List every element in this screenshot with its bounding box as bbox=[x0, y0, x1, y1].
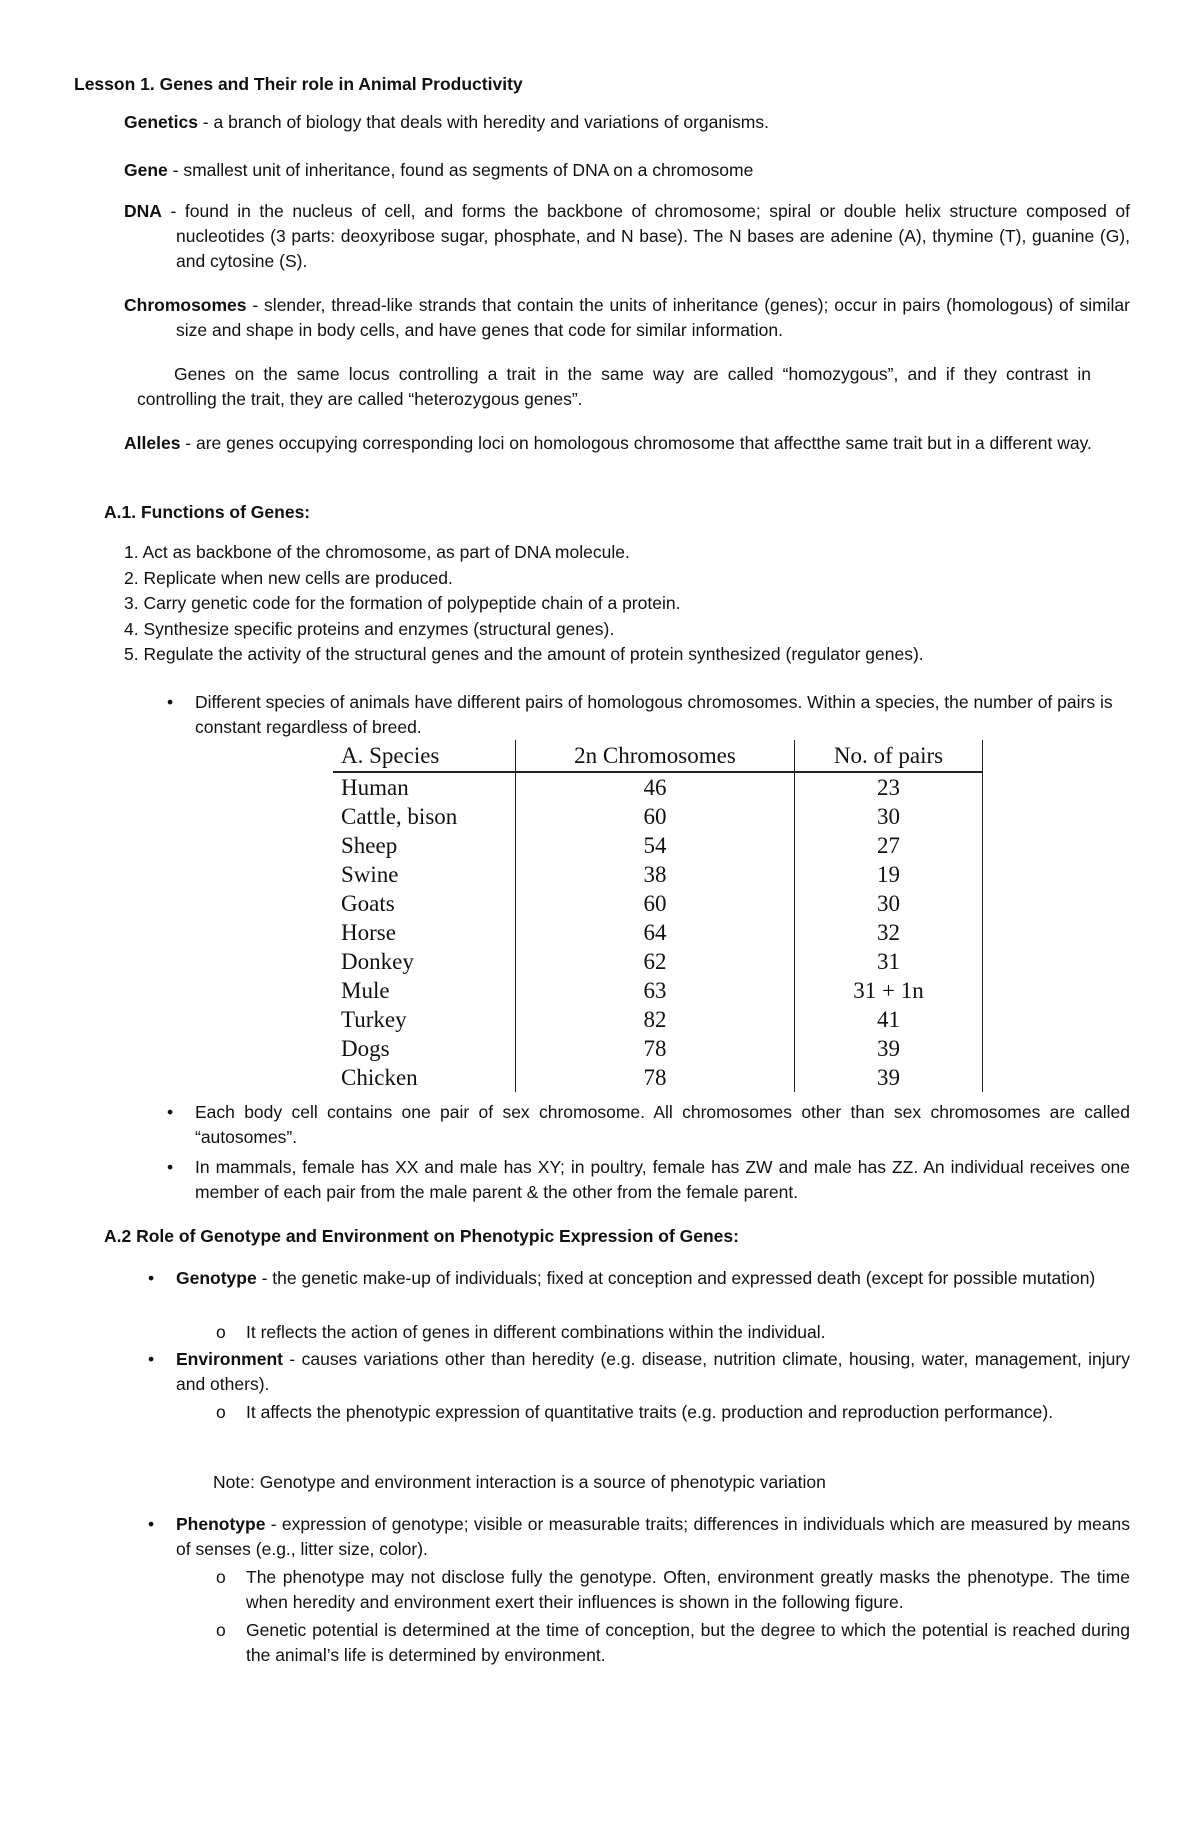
interaction-note: Note: Genotype and environment interaction is a source of phenotypic variation bbox=[213, 1472, 826, 1492]
table-row bbox=[333, 976, 983, 1005]
table-cell: 27 bbox=[795, 831, 983, 860]
sub-bullet-genotype bbox=[216, 1320, 1130, 1345]
sub-bullet-text: It reflects the action of genes in different combinations within the individual. bbox=[246, 1322, 826, 1342]
bullet-text: In mammals, female has XX and male has XY; in poultry, female has ZW and male has ZZ. An individual receives one member of each pair from the male parent & the other from the female parent. bbox=[195, 1157, 1130, 1202]
term-phenotype: Phenotype bbox=[176, 1514, 266, 1534]
sub-bullet-text: It affects the phenotypic expression of quantitative traits (e.g. production and reproduction performance). bbox=[246, 1402, 1054, 1422]
definition-alleles bbox=[124, 431, 1130, 456]
bullet-text: Each body cell contains one pair of sex chromosome. All chromosomes other than sex chromosomes are called “autosomes”. bbox=[195, 1102, 1130, 1147]
term-environment: Environment bbox=[176, 1349, 283, 1369]
table-cell: Turkey bbox=[333, 1005, 516, 1034]
table-cell: 46 bbox=[516, 772, 795, 802]
table-cell: Cattle, bison bbox=[333, 802, 516, 831]
table-cell: Sheep bbox=[333, 831, 516, 860]
definition-genetics bbox=[124, 110, 1130, 135]
table-cell: 32 bbox=[795, 918, 983, 947]
table-cell: 39 bbox=[795, 1034, 983, 1063]
definition-dna bbox=[124, 199, 1130, 274]
definition-text: - a branch of biology that deals with heredity and variations of organisms. bbox=[197, 112, 769, 132]
definition-gene bbox=[124, 158, 1130, 183]
bullet-phenotype bbox=[148, 1512, 1130, 1562]
term-gene: Gene bbox=[124, 160, 168, 180]
table-cell: 39 bbox=[795, 1063, 983, 1092]
table-cell: 31 bbox=[795, 947, 983, 976]
table-cell: Mule bbox=[333, 976, 516, 1005]
table-cell: 78 bbox=[516, 1034, 795, 1063]
table-cell: 41 bbox=[795, 1005, 983, 1034]
table-row bbox=[333, 1005, 983, 1034]
table-cell: 38 bbox=[516, 860, 795, 889]
list-item: 5. Regulate the activity of the structural genes and the amount of protein synthesized (regulator genes). bbox=[124, 644, 924, 664]
term-chromosomes: Chromosomes bbox=[124, 295, 247, 315]
term-dna: DNA bbox=[124, 201, 162, 221]
species-chromosome-table bbox=[333, 740, 983, 1092]
sub-bullet-text: Genetic potential is determined at the time of conception, but the degree to which the potential is reached during the animal’s life is determined by environment. bbox=[246, 1620, 1130, 1665]
sub-bullet-environment bbox=[216, 1400, 1130, 1425]
bullet-icon: • bbox=[148, 1514, 155, 1534]
bullet-genotype bbox=[148, 1266, 1130, 1291]
table-row bbox=[333, 772, 983, 802]
table-row bbox=[333, 1063, 983, 1092]
definition-text: - smallest unit of inheritance, found as segments of DNA on a chromosome bbox=[167, 160, 754, 180]
bullet-species bbox=[167, 690, 1130, 740]
table-cell: 63 bbox=[516, 976, 795, 1005]
table-cell: 82 bbox=[516, 1005, 795, 1034]
homozygous-note: Genes on the same locus controlling a trait in the same way are called “homozygous”, and if they contrast in controlling the trait, they are called “heterozygous genes”. bbox=[137, 364, 1091, 409]
table-row bbox=[333, 1034, 983, 1063]
bullet-icon: • bbox=[167, 1157, 174, 1177]
table-cell: 60 bbox=[516, 802, 795, 831]
sub-bullet-text: The phenotype may not disclose fully the genotype. Often, environment greatly masks the phenotype. The time when heredity and environment exert their influences is shown in the following figure. bbox=[246, 1567, 1130, 1612]
bullet-environment bbox=[148, 1347, 1130, 1397]
table-cell: 31 + 1n bbox=[795, 976, 983, 1005]
bullet-icon: • bbox=[148, 1349, 155, 1369]
term-genotype: Genotype bbox=[176, 1268, 257, 1288]
table-row bbox=[333, 831, 983, 860]
table-row bbox=[333, 802, 983, 831]
table-row bbox=[333, 947, 983, 976]
table-cell: 60 bbox=[516, 889, 795, 918]
bullet-icon: • bbox=[167, 692, 174, 712]
table-row bbox=[333, 889, 983, 918]
term-alleles: Alleles bbox=[124, 433, 181, 453]
bullet-text: - causes variations other than heredity (e.g. disease, nutrition climate, housing, water, management, injury and others). bbox=[176, 1349, 1130, 1394]
definition-text: - found in the nucleus of cell, and forms the backbone of chromosome; spiral or double helix structure composed of nucleotides (3 parts: deoxyribose sugar, phosphate, and N base). The N bases are adenine (A), thymine (T), guanine (G), and cytosine (S). bbox=[161, 201, 1130, 271]
table-cell: 30 bbox=[795, 889, 983, 918]
table-cell: Goats bbox=[333, 889, 516, 918]
table-cell: 19 bbox=[795, 860, 983, 889]
functions-list bbox=[124, 540, 924, 668]
sub-bullet-phenotype-1 bbox=[216, 1565, 1130, 1615]
sub-bullet-phenotype-2 bbox=[216, 1618, 1130, 1668]
table-cell: Donkey bbox=[333, 947, 516, 976]
bullet-text: Different species of animals have different pairs of homologous chromosomes. Within a species, the number of pairs is constant regardless of breed. bbox=[195, 692, 1113, 737]
bullet-icon: • bbox=[167, 1102, 174, 1122]
definition-text: - slender, thread-like strands that contain the units of inheritance (genes); occur in pairs (homologous) of similar size and shape in body cells, and have genes that code for similar information. bbox=[176, 295, 1130, 340]
sub-bullet-icon: o bbox=[216, 1620, 226, 1640]
sub-bullet-icon: o bbox=[216, 1322, 226, 1342]
sub-bullet-icon: o bbox=[216, 1567, 226, 1587]
section-a2-heading: A.2 Role of Genotype and Environment on Phenotypic Expression of Genes: bbox=[104, 1226, 739, 1246]
definition-text: - are genes occupying corresponding loci on homologous chromosome that affectthe same trait but in a different way. bbox=[180, 433, 1092, 453]
list-item: 3. Carry genetic code for the formation of polypeptide chain of a protein. bbox=[124, 593, 681, 613]
table-cell: Horse bbox=[333, 918, 516, 947]
table-cell: 30 bbox=[795, 802, 983, 831]
bullet-text: - the genetic make-up of individuals; fixed at conception and expressed death (except for possible mutation) bbox=[256, 1268, 1096, 1288]
table-cell: Swine bbox=[333, 860, 516, 889]
bullet-text: - expression of genotype; visible or measurable traits; differences in individuals which are measured by means of senses (e.g., litter size, color). bbox=[176, 1514, 1130, 1559]
table-cell: 64 bbox=[516, 918, 795, 947]
column-header: No. of pairs bbox=[795, 740, 983, 772]
column-header: 2n Chromosomes bbox=[516, 740, 795, 772]
list-item: 2. Replicate when new cells are produced. bbox=[124, 567, 453, 588]
definition-chromosomes bbox=[124, 293, 1130, 343]
page-title: Lesson 1. Genes and Their role in Animal Productivity bbox=[74, 74, 523, 94]
list-item: 1. Act as backbone of the chromosome, as part of DNA molecule. bbox=[124, 542, 630, 562]
term-genetics: Genetics bbox=[124, 112, 198, 132]
sub-bullet-icon: o bbox=[216, 1402, 226, 1422]
table-row bbox=[333, 918, 983, 947]
list-item: 4. Synthesize specific proteins and enzymes (structural genes). bbox=[124, 618, 615, 639]
bullet-icon: • bbox=[148, 1268, 155, 1288]
section-a1-heading: A.1. Functions of Genes: bbox=[104, 502, 311, 522]
table-cell: 23 bbox=[795, 772, 983, 802]
table-cell: 62 bbox=[516, 947, 795, 976]
table-row bbox=[333, 860, 983, 889]
table-cell: Dogs bbox=[333, 1034, 516, 1063]
table-cell: 54 bbox=[516, 831, 795, 860]
bullet-sex-chromosome bbox=[167, 1100, 1130, 1150]
column-header: A. Species bbox=[333, 740, 516, 772]
table-cell: 78 bbox=[516, 1063, 795, 1092]
table-cell: Chicken bbox=[333, 1063, 516, 1092]
table-cell: Human bbox=[333, 772, 516, 802]
bullet-mammals bbox=[167, 1155, 1130, 1205]
table-header-row bbox=[333, 740, 983, 772]
